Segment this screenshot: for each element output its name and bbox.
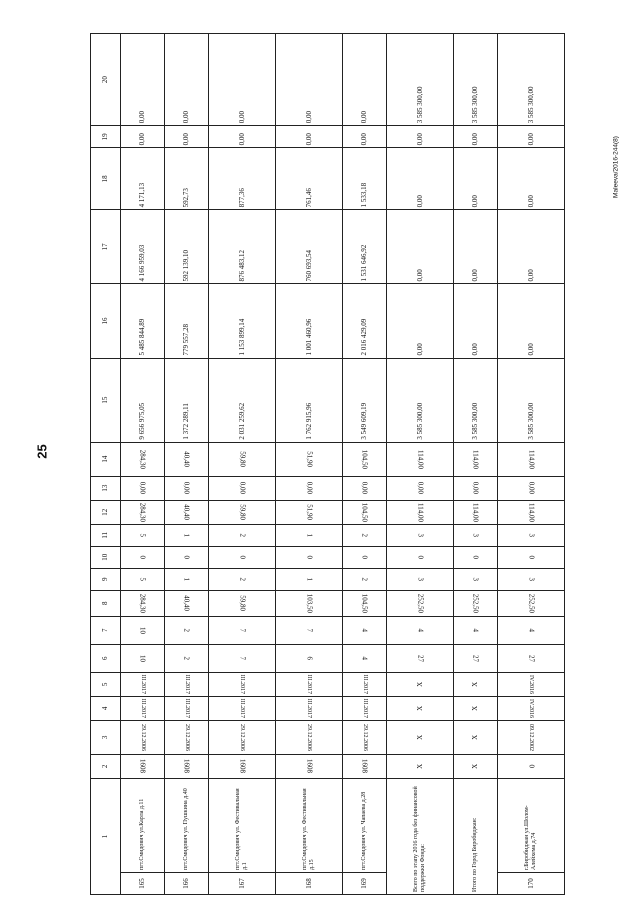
row-number: 167 <box>208 872 275 894</box>
table-cell: III.2017 <box>208 696 275 720</box>
table-cell: 0,00 <box>497 476 564 500</box>
table-cell: 0,00 <box>453 284 497 358</box>
table-cell: 1 533,18 <box>342 148 386 210</box>
table-cell: 4 <box>342 616 386 644</box>
subtotal-row <box>386 34 453 895</box>
table-cell: 29.12.2006 <box>121 720 165 754</box>
table-cell: 0 <box>386 546 453 568</box>
table-cell: 114,00 <box>453 442 497 476</box>
table-cell: 1 <box>164 568 208 590</box>
table-cell: 104,50 <box>342 590 386 616</box>
table-cell: 3 585 300,00 <box>386 358 453 442</box>
table-cell: III.2017 <box>164 672 208 696</box>
address-cell: пгт.Смидович ул. Фестивальная д.1 <box>208 778 275 872</box>
table-cell: 2 <box>342 524 386 546</box>
total-row <box>453 34 497 895</box>
table-cell: 0,00 <box>164 126 208 148</box>
header-cell: 14 <box>91 442 121 476</box>
table-cell: 29.12.2006 <box>164 720 208 754</box>
table-cell: 40,40 <box>164 590 208 616</box>
table-row <box>497 34 564 895</box>
table-cell: 0 <box>275 546 342 568</box>
table-cell: 6 <box>275 644 342 672</box>
table-cell: 0,00 <box>386 476 453 500</box>
table-row <box>208 34 275 895</box>
table-cell: 0,00 <box>342 126 386 148</box>
total-label: Итого по Город Биробиджан: <box>453 778 497 894</box>
table-cell: 27 <box>453 644 497 672</box>
table-cell: 1 <box>275 568 342 590</box>
table-cell: III.2017 <box>275 672 342 696</box>
table-cell: 0,00 <box>208 476 275 500</box>
table-cell: 51,90 <box>275 500 342 524</box>
table-cell: 114,00 <box>453 500 497 524</box>
table-cell: 10 <box>121 616 165 644</box>
table-cell: 27 <box>386 644 453 672</box>
table-cell: 4 171,13 <box>121 148 165 210</box>
table-cell: 0,00 <box>208 126 275 148</box>
row-number: 168 <box>275 872 342 894</box>
header-cell: 19 <box>91 126 121 148</box>
table-cell: 3 585 300,00 <box>497 358 564 442</box>
table-cell: 0,00 <box>386 148 453 210</box>
table-cell: 114,00 <box>386 442 453 476</box>
table-cell: X <box>453 672 497 696</box>
table-cell: 4 <box>386 616 453 644</box>
table-row <box>121 34 165 895</box>
table-cell: 1608 <box>164 754 208 778</box>
table-cell: 0 <box>208 546 275 568</box>
table-cell: 779 557,28 <box>164 284 208 358</box>
header-cell: 1 <box>91 778 121 894</box>
table-cell: 0 <box>453 546 497 568</box>
table-cell: 7 <box>275 616 342 644</box>
table-cell: 2 016 429,09 <box>342 284 386 358</box>
table-cell: 0,00 <box>453 126 497 148</box>
row-number: 169 <box>342 872 386 894</box>
table-cell: 0,00 <box>342 476 386 500</box>
table-cell: 3 549 609,19 <box>342 358 386 442</box>
table-cell: III.2017 <box>121 696 165 720</box>
table-cell: 0,00 <box>121 34 165 126</box>
table-cell: 761,46 <box>275 148 342 210</box>
table-cell: 2 <box>164 644 208 672</box>
table-cell: 0,00 <box>386 284 453 358</box>
table-cell: X <box>386 696 453 720</box>
table-cell: 0,00 <box>453 148 497 210</box>
table-cell: 0,00 <box>121 126 165 148</box>
table-cell: 0 <box>497 754 564 778</box>
table-cell: 0 <box>121 546 165 568</box>
header-cell: 17 <box>91 210 121 284</box>
table-cell: 27 <box>497 644 564 672</box>
table-cell: 284,30 <box>121 442 165 476</box>
table-cell: X <box>386 754 453 778</box>
table-cell: 2 <box>208 524 275 546</box>
address-cell: г.Биробиджан ул.Шолом-Алейхема д.74 <box>497 778 564 872</box>
table-cell: IV.2016 <box>497 672 564 696</box>
table-cell: 2 <box>342 568 386 590</box>
table-cell: 3 585 300,00 <box>453 358 497 442</box>
table-cell: 29.12.2006 <box>208 720 275 754</box>
table-cell: 59,80 <box>208 500 275 524</box>
table-cell: 0 <box>164 546 208 568</box>
table-cell: 3 <box>453 524 497 546</box>
table-cell: 0,00 <box>453 210 497 284</box>
table-cell: 0,00 <box>497 210 564 284</box>
table-cell: 40,40 <box>164 442 208 476</box>
address-cell: пгт.Смидович ул. Чапаева д.28 <box>342 778 386 872</box>
table-cell: 10 <box>121 644 165 672</box>
table-cell: 0,00 <box>497 126 564 148</box>
table-cell: 3 <box>497 524 564 546</box>
table-cell: 1 531 646,92 <box>342 210 386 284</box>
table-cell: III.2017 <box>164 696 208 720</box>
table-cell: 1608 <box>208 754 275 778</box>
table-cell: X <box>386 672 453 696</box>
address-cell: пгт.Смидович ул. Фестивальная д.15 <box>275 778 342 872</box>
table-cell: 0,00 <box>275 476 342 500</box>
header-cell: 18 <box>91 148 121 210</box>
table-cell: 1 001 460,96 <box>275 284 342 358</box>
header-cell: 10 <box>91 546 121 568</box>
table-cell: 59,80 <box>208 590 275 616</box>
table-row <box>164 34 208 895</box>
table-cell: 252,50 <box>453 590 497 616</box>
table-cell: 2 <box>208 568 275 590</box>
table-cell: 3 <box>497 568 564 590</box>
table-cell: 103,50 <box>275 590 342 616</box>
header-cell: 9 <box>91 568 121 590</box>
table-cell: 0,00 <box>497 148 564 210</box>
header-cell: 12 <box>91 500 121 524</box>
header-cell: 6 <box>91 644 121 672</box>
table-cell: 29.12.2006 <box>342 720 386 754</box>
table-cell: 876 483,12 <box>208 210 275 284</box>
table-cell: 252,50 <box>497 590 564 616</box>
table-cell: III.2017 <box>275 696 342 720</box>
table-cell: 592,73 <box>164 148 208 210</box>
table-cell: 09.12.2002 <box>497 720 564 754</box>
table-cell: 40,40 <box>164 500 208 524</box>
table-cell: 0,00 <box>497 284 564 358</box>
row-number: 166 <box>164 872 208 894</box>
table-cell: 4 <box>342 644 386 672</box>
row-number: 165 <box>121 872 165 894</box>
table-cell: X <box>453 720 497 754</box>
table-cell: 1 153 899,14 <box>208 284 275 358</box>
table-cell: 9 656 975,05 <box>121 358 165 442</box>
table-cell: 104,50 <box>342 442 386 476</box>
header-cell: 5 <box>91 672 121 696</box>
table-cell: 0 <box>497 546 564 568</box>
address-cell: пгт.Смидович ул. Пушкина д.40 <box>164 778 208 872</box>
address-cell: пгт.Смидович ул.Карла д.11 <box>121 778 165 872</box>
header-cell: 13 <box>91 476 121 500</box>
table-cell: 760 693,54 <box>275 210 342 284</box>
side-stamp-text: Маleeva/2016-244(8) <box>612 136 620 198</box>
header-cell: 15 <box>91 358 121 442</box>
table-cell: 3 <box>386 568 453 590</box>
subtotal-label: Всего по этапу 2016 года без финансовой поддержки Фонда: <box>386 778 453 894</box>
table-cell: IV.2016 <box>497 696 564 720</box>
table-cell: 4 <box>453 616 497 644</box>
table-cell: 1608 <box>342 754 386 778</box>
table-cell: 0,00 <box>275 34 342 126</box>
table-cell: 0,00 <box>208 34 275 126</box>
table-cell: 0,00 <box>275 126 342 148</box>
table-cell: III.2017 <box>342 672 386 696</box>
table-cell: 0,00 <box>164 476 208 500</box>
table-cell: X <box>386 720 453 754</box>
header-cell: 20 <box>91 34 121 126</box>
table-cell: 2 031 259,62 <box>208 358 275 442</box>
table-cell: 7 <box>208 616 275 644</box>
table-cell: 5 <box>121 568 165 590</box>
table-cell: 284,30 <box>121 590 165 616</box>
table-cell: 3 <box>453 568 497 590</box>
table-cell: 1 762 915,96 <box>275 358 342 442</box>
row-number: 170 <box>497 872 564 894</box>
table-cell: 0,00 <box>386 210 453 284</box>
header-cell: 11 <box>91 524 121 546</box>
table-cell: 1 372 289,11 <box>164 358 208 442</box>
table-cell: 29.12.2006 <box>275 720 342 754</box>
table-cell: 1 <box>275 524 342 546</box>
table-cell: 3 585 300,00 <box>386 34 453 126</box>
table-cell: 3 585 300,00 <box>453 34 497 126</box>
table-cell: 0,00 <box>164 34 208 126</box>
table-cell: 3 <box>386 524 453 546</box>
table-cell: 1 <box>164 524 208 546</box>
table-cell: 4 166 959,03 <box>121 210 165 284</box>
header-cell: 8 <box>91 590 121 616</box>
table-cell: 114,00 <box>497 442 564 476</box>
table-cell: 0,00 <box>453 476 497 500</box>
header-cell: 16 <box>91 284 121 358</box>
table-cell: III.2017 <box>121 672 165 696</box>
side-stamp <box>610 112 622 222</box>
header-row <box>91 34 121 895</box>
table-cell: 0,00 <box>342 34 386 126</box>
page-number: 25 <box>34 444 50 459</box>
table-cell: 5 485 844,89 <box>121 284 165 358</box>
table-cell: 0 <box>342 546 386 568</box>
table-cell: III.2017 <box>208 672 275 696</box>
table-cell: 114,00 <box>497 500 564 524</box>
table-cell: X <box>453 754 497 778</box>
table-cell: 4 <box>497 616 564 644</box>
header-cell: 7 <box>91 616 121 644</box>
table-cell: 114,00 <box>386 500 453 524</box>
table-cell: 59,80 <box>208 442 275 476</box>
table-cell: 1608 <box>121 754 165 778</box>
table-cell: 284,30 <box>121 500 165 524</box>
table-cell: 0,00 <box>121 476 165 500</box>
table-row <box>342 34 386 895</box>
table-cell: 592 139,10 <box>164 210 208 284</box>
table-cell: 51,90 <box>275 442 342 476</box>
header-cell: 4 <box>91 696 121 720</box>
table-cell: 252,50 <box>386 590 453 616</box>
table-cell: 877,36 <box>208 148 275 210</box>
table-cell: 7 <box>208 644 275 672</box>
data-table <box>90 33 565 895</box>
rotated-table-wrapper <box>90 33 565 895</box>
table-cell: III.2017 <box>342 696 386 720</box>
table-cell: 1608 <box>275 754 342 778</box>
table-cell: X <box>453 696 497 720</box>
table-cell: 0,00 <box>386 126 453 148</box>
table-cell: 5 <box>121 524 165 546</box>
table-cell: 3 585 300,00 <box>497 34 564 126</box>
table-cell: 104,50 <box>342 500 386 524</box>
table-cell: 2 <box>164 616 208 644</box>
table-row <box>275 34 342 895</box>
header-cell: 3 <box>91 720 121 754</box>
header-cell: 2 <box>91 754 121 778</box>
table-container <box>90 33 565 895</box>
